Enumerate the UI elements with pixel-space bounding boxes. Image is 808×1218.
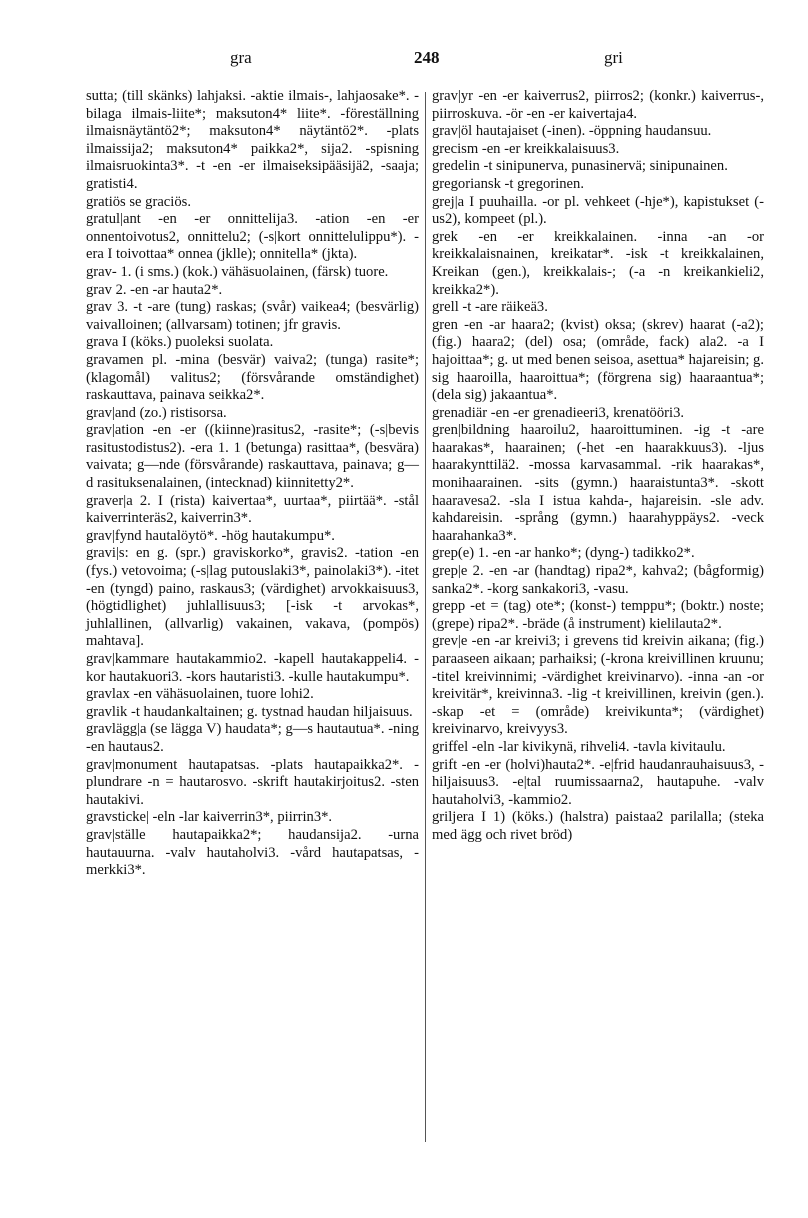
dictionary-entry: gren -en -ar haara2; (kvist) oksa; (skrev) haarat (-a2); (fig.) haara2; (del) osa; (område, fack) ala2. -a I hajoittaa*; g. ut med benen seisoa, asettua* hajareisin; g. sig haaroilla, haaroittua*; (förgrena sig) haaraantua*; (dela sig) jakaantua*. [432,316,764,404]
dictionary-entry: grava I (köks.) puoleksi suolata. [86,334,274,351]
dictionary-entry: gravlax -en vähäsuolainen, tuore lohi2. [86,686,314,703]
dictionary-entry: grav|and (zo.) ristisorsa. [86,404,227,421]
dictionary-entry: gratul|ant -en -er onnittelija3. -ation -en -er onnentoivotus2, onnittelu2; (-s|kort onnittelulippu*). -era I toivottaa* onnea (jklle); onnitella* (jkta). [86,211,419,263]
dictionary-entry: gredelin -t sinipunerva, punasinervä; sinipunainen. [432,158,728,175]
dictionary-entry: griljera I 1) (köks.) (halstra) paistaa2 parilalla; (steka med ägg och rivet bröd) [432,809,764,843]
dictionary-entry: grej|a I puuhailla. -or pl. vehkeet (-hje*), kapistukset (-us2), kompeet (pl.). [432,193,764,228]
page-number: 248 [414,48,440,67]
dictionary-entry: sutta; (till skänks) lahjaksi. -aktie ilmais-, lahjaosake*. -bilaga ilmais-liite*; maksuton4* liite*. -föreställning ilmaisnäytäntö2*; maksuton4* näytäntö2*. -plats ilmaissija2; maksuton4* paikka2*, sija2. -spisning ilmaisruokinta3*. -t -en -er ilmaiseksipääsijä2, -saaja; gratisti4. [86,88,419,192]
dictionary-entry: grek -en -er kreikkalainen. -inna -an -or kreikkalaisnainen, kreikatar*. -isk -t kreikkalainen, Kreikan (gen.), kreikkalais-; (-a -n kreikankieli2, kreikka2*). [432,228,764,298]
dictionary-entry: grav 3. -t -are (tung) raskas; (svår) vaikea4; (besvärlig) vaivalloinen; (allvarsam) totinen; jfr gravis. [86,299,419,333]
dictionary-entry: grav- 1. (i sms.) (kok.) vähäsuolainen, (färsk) tuore. [86,263,389,280]
dictionary-entry: griffel -eln -lar kivikynä, rihveli4. -tavla kivitaulu. [432,738,726,755]
dictionary-entry: gravamen pl. -mina (besvär) vaiva2; (tunga) rasite*; (klagomål) valitus2; (försvårande omständighet) raskauttava, painava seikka2*. [86,351,419,404]
dictionary-entry: grev|e -en -ar kreivi3; i grevens tid kreivin aikana; (fig.) paraaseen aikaan; parhaiksi; (-krona kreivillinen kruunu; -titel kreivinnimi; -värdighet kreivinarvo). -inna -an -or kreivitär*, kreivinna3. -lig -t kreivillinen, kreivin (gen.). -skap -et = (område) kreivikunta*; (värdighet) kreivinarvo, kreivyys3. [432,633,764,738]
dictionary-entry: grep(e) 1. -en -ar hanko*; (dyng-) tadikko2*. [432,545,695,562]
guide-word-left: gra [230,48,252,67]
dictionary-entry: grav|ation -en -er ((kiinne)rasitus2, -rasite*; (-s|bevis rasitustodistus2). -era 1. 1 (betunga) rasittaa*, (besvära) vaivata; g—nde (försvårande) raskauttava, painava; g—d rasituksenalainen, (intecknad) kiinnitetty2*. [86,422,419,492]
right-column [432,88,764,845]
dictionary-entry: gregoriansk -t gregorinen. [432,175,584,192]
dictionary-entry: grecism -en -er kreikkalaisuus3. [432,140,620,157]
dictionary-entry: gravlägg|a (se lägga V) haudata*; g—s hautautua*. -ning -en hautaus2. [86,721,419,755]
dictionary-entry: gren|bildning haaroilu2, haaroittuminen. -ig -t -are haarakas*, haarainen; (-het -en haarakkuus3). -ljus haarakynttilä2. -mossa karvasammal. -rik haarakas*, monihaarainen. -sits (gymn.) haaraistunta3*. -skott haaravesa2. -sla I istua kahda-, hajareisin. -sle adv. kahdareisin. -språng (gymn.) haarahyppäys2. -veck haarahanka3*. [432,422,764,544]
dictionary-entry: grepp -et = (tag) ote*; (konst-) temppu*; (boktr.) noste; (grepe) ripa2*. -bräde (å instrument) kielilauta2*. [432,598,764,632]
dictionary-entry: grav|yr -en -er kaiverrus2, piirros2; (konkr.) kaiverrus-, piirroskuva. -ör -en -er kaivertaja4. [432,88,764,122]
left-column [86,88,419,880]
dictionary-entry: grav|fynd hautalöytö*. -hög hautakumpu*. [86,527,335,544]
guide-word-right: gri [604,48,623,67]
page-header [88,48,728,72]
dictionary-entry: grav|öl hautajaiset (-inen). -öppning haudansuu. [432,123,712,140]
dictionary-entry: gravi|s: en g. (spr.) graviskorko*, gravis2. -tation -en (fys.) vetovoima; (-s|lag putouslaki3*, painolaki3*). -itet -en (tyngd) paino, raskaus3; (värdighet) arvokkaisuus3, (högtidlighet) juhlallisuus3; [-isk -t arvokas*, juhlallinen, (allvarlig) vakainen, vakava, (pompös) mahtava]. [86,545,419,650]
column-divider [425,92,426,1142]
dictionary-entry: grell -t -are räikeä3. [432,299,548,316]
dictionary-entry: gravlik -t haudankaltainen; g. tystnad haudan hiljaisuus. [86,703,413,720]
dictionary-entry: grav|kammare hautakammio2. -kapell hautakappeli4. -kor hautakuori3. -kors hautaristi3. -kulle hautakumpu*. [86,651,419,685]
dictionary-entry: grav 2. -en -ar hauta2*. [86,281,223,298]
dictionary-entry: grep|e 2. -en -ar (handtag) ripa2*, kahva2; (bågformig) sanka2*. -korg sankakori3, -vasu. [432,563,764,597]
dictionary-entry: gratiös se graciös. [86,193,191,210]
dictionary-entry: graver|a 2. I (rista) kaivertaa*, uurtaa*, piirtää*. -stål kaiverrinteräs2, kaiverrin3*. [86,492,419,527]
dictionary-entry: gravsticke| -eln -lar kaiverrin3*, piirrin3*. [86,809,333,826]
dictionary-entry: grav|monument hautapatsas. -plats hautapaikka2*. -plundrare -n = hautarosvo. -skrift hautakirjoitus2. -sten hautakivi. [86,756,419,808]
dictionary-entry: grift -en -er (holvi)hauta2*. -e|frid haudanrauhaisuus3, -hiljaisuus3. -e|tal ruumissaarna2, hautapuhe. -valv hautaholvi3, -kammio2. [432,756,764,808]
dictionary-entry: grenadiär -en -er grenadieeri3, krenatööri3. [432,404,685,421]
dictionary-entry: grav|ställe hautapaikka2*; haudansija2. -urna hautauurna. -valv hautaholvi3. -vård hautapatsas, -merkki3*. [86,826,419,879]
